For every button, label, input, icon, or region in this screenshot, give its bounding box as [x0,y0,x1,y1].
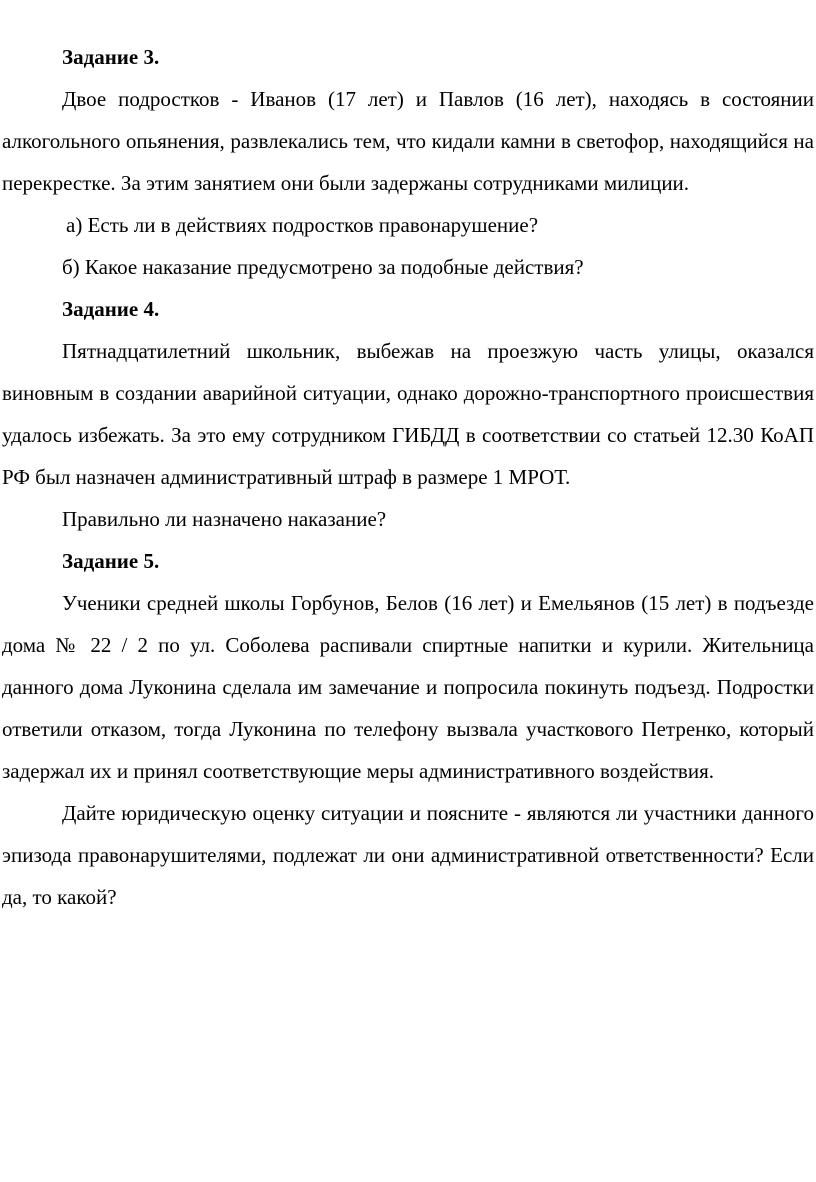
task-3-text: Двое подростков - Иванов (17 лет) и Павлов (16 лет), находясь в состоянии алкогольного опьянения, развлекались тем, что кидали камни в светофор, находящийся на перекрестке. За этим занятием они были задержаны сотрудниками милиции. [2,87,814,195]
task-5 [2,540,814,918]
task-5-text: Ученики средней школы Горбунов, Белов (16 лет) и Емельянов (15 лет) в подъезде дома № 22 / 2 по ул. Соболева распивали спиртные напитки и курили. Жительница данного дома Луконина сделала им замечание и попросила покинуть подъезд. Подростки ответили отказом, тогда Луконина по телефону вызвала участкового Петренко, который задержал их и принял соответствующие меры административного воздействия. [2,591,814,783]
task-3 [2,36,814,288]
task-3-question-b: б) Какое наказание предусмотрено за подобные действия? [62,255,584,279]
task-4-text: Пятнадцатилетний школьник, выбежав на проезжую часть улицы, оказался виновным в создании аварийной ситуации, однако дорожно-транспортного происшествия удалось избежать. За это ему сотрудником ГИБДД в соответствии со статьей 12.30 КоАП РФ был назначен административный штраф в размере 1 МРОТ. [2,339,814,489]
task-5-title: Задание 5. [62,549,160,573]
task-5-question: Дайте юридическую оценку ситуации и поясните - являются ли участники данного эпизода правонарушителями, подлежат ли они административной ответственности? Если да, то какой? [2,801,814,909]
task-4-title: Задание 4. [62,297,160,321]
task-4-question: Правильно ли назначено наказание? [62,507,387,531]
task-4 [2,288,814,540]
task-3-question-a: а) Есть ли в действиях подростков правонарушение? [66,213,539,237]
task-3-title: Задание 3. [62,45,160,69]
